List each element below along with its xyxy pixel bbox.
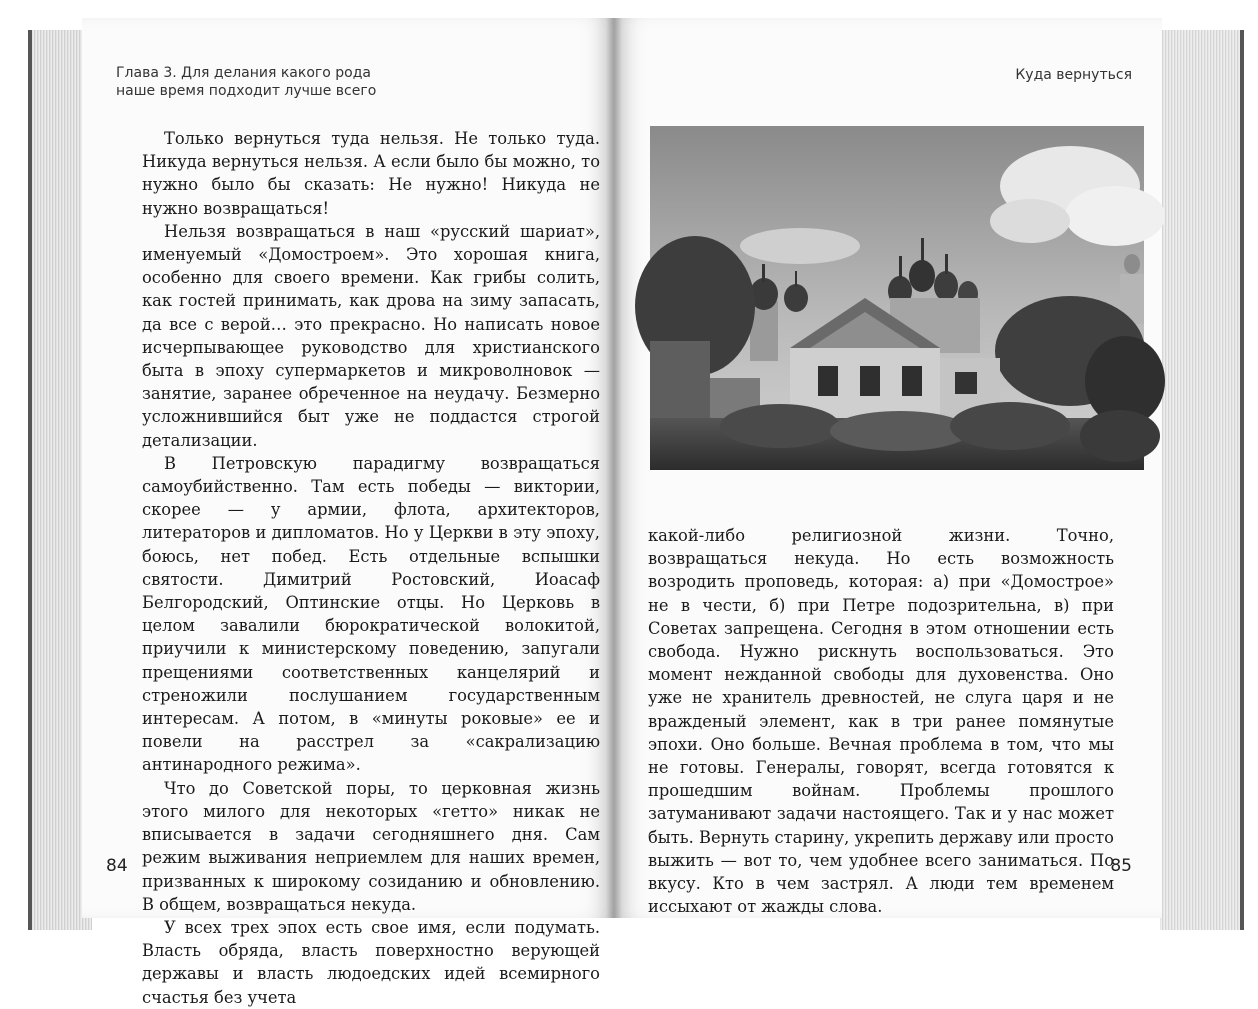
bush [720, 404, 840, 448]
paragraph: какой-либо религиозной жизни. Точно, возвращаться некуда. Но есть возможность возродить проповедь, которая: а) при «Домострое» не в чести, б) при Петре подозрительна, в) при Советах запрещена. Сегодня в этом отношении есть свобода. Нужно рискнуть воспользоваться. Это момент нежданной свободы для духовенства. Оно уже не хранитель древностей, не слуга царя и не вражденый элемент, как в три ранее помянутые эпохи. Оно больше. Вечная проблема в том, что мы не готовы. Генералы, говорят, всегда готовятся к прошедшим войнам. Проблемы прошлого затуманивают задачи настоящего. Так и у нас может быть. Вернуть старину, укрепить державу или просто выжить — вот то, чем удобнее всего заниматься. По вкусу. Кто в чем застрял. А люди тем временем иссыхают от жажды слова. [648, 526, 1114, 917]
bush [950, 402, 1070, 450]
page-number-left: 84 [106, 856, 128, 876]
house-window [902, 366, 922, 396]
bush [830, 411, 970, 451]
paragraph: В Петровскую парадигму возвращаться самоубийственно. Там есть победы — виктории, скорее — у армии, флота, архитекторов, литераторов и дипломатов. Но у Церкви в эту эпоху, боюсь, нет побед. Есть отдельные вспышки святости. Димитрий Ростовский, Иоасаф Белгородский, Оптинские отцы. Но Церковь в целом завалили бюрократической волокитой, приучили к министерскому поведению, запугали прещениями соответственных канцелярий и стреножили послушанием государственным интересам. А потом, в «минуты роковые» ее и повели на расстрел за «сакрализацию антинародного режима». [142, 453, 600, 775]
photo-rostov-kremlin [650, 126, 1144, 470]
paragraph: Только вернуться туда нельзя. Не только туда. Никуда вернуться нельзя. А если было бы можно, то нужно было бы сказать: Не нужно! Никуда не нужно возвращаться! [142, 129, 600, 218]
bush [1080, 410, 1160, 462]
church-dome [909, 260, 935, 292]
page-number-right: 85 [1110, 856, 1132, 876]
running-head-line-1: Глава 3. Для делания какого рода [116, 65, 371, 81]
cloud [1065, 186, 1165, 246]
page-edges-right [1160, 30, 1244, 930]
cloud [990, 199, 1070, 243]
left-body-text [142, 127, 600, 1009]
church-dome [934, 271, 958, 301]
paragraph: У всех трех эпох есть свое имя, если подумать. Власть обряда, власть поверхностно верующей державы и власть людоедских идей всемирного счастья без учета [142, 917, 600, 1007]
house-window [860, 366, 880, 396]
left-page [82, 18, 614, 1007]
cloud [740, 228, 860, 264]
house-window [818, 366, 838, 396]
house-window [955, 372, 977, 394]
church-dome [1124, 254, 1140, 274]
book-gutter [606, 18, 622, 918]
church-dome [784, 284, 808, 312]
right-body-text [648, 524, 1114, 918]
paragraph: Нельзя возвращаться в наш «русский шариат», именуемый «Домостроем». Это хорошая книга, особенно для своего времени. Как грибы солить, как гостей принимать, как дрова на зиму запасать, да все с верой… это прекрасно. Но написать новое исчерпывающее руководство для христианского быта в эпоху супермаркетов и микроволновок — занятие, заранее обреченное на неудачу. Безмерно усложнившийся быт уже не поддастся строгой детализации. [142, 221, 600, 450]
running-head-line-2: наше время подходит лучше всего [116, 83, 377, 99]
running-head-right: Куда вернуться [1015, 67, 1132, 83]
right-page [614, 18, 1162, 918]
paragraph: Что до Советской поры, то церковная жизнь этого милого для некоторых «гетто» никак не вписывается в задачи сегодняшнего дня. Сам режим выживания неприемлем для наших времен, призванных к широкому созиданию и обновлению. В общем, возвращаться некуда. [142, 778, 600, 914]
running-head-left [116, 64, 416, 100]
